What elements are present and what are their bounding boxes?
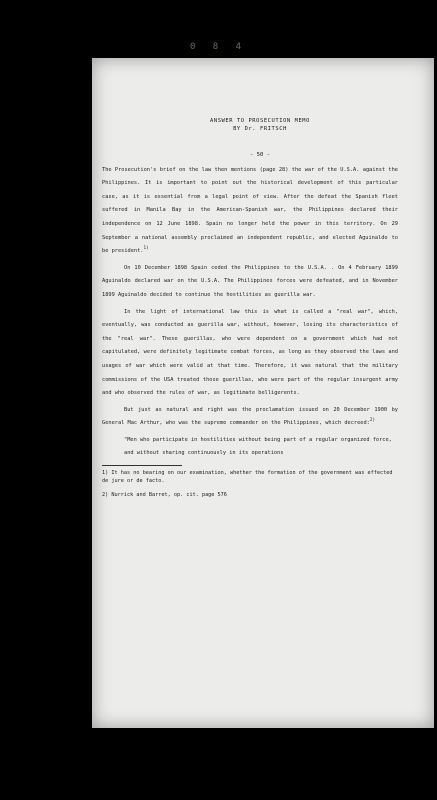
- paragraph-3: In the light of international law this is what is called a "real war", which, eventually, was conducted as guerilla war, without, however, losing its characteristics of the "real war". These guerillas, who were dependent on a government which had not capitulated, were definitely legitimate combat forces, as long as they observed the laws and usages of war which were valid at that time. Therefore, it was natural that the military commissions of the USA treated those guerillas, who were part of the regular insurgent army and who observed the rules of war, as legitimate belligerents.: [102, 308, 398, 397]
- paragraph-4: [102, 404, 398, 431]
- footnote-2: 2) Nurrick and Barret, op. cit. page 576: [102, 492, 227, 499]
- document-page: [102, 118, 398, 718]
- footnote-divider: [102, 465, 182, 466]
- heading-author: BY Dr. FRITSCH: [233, 125, 287, 132]
- footnote-1: 1) It has no bearing on our examination, whether the formation of the government was effected de jure or de facto.: [102, 470, 393, 485]
- document-heading: [102, 118, 398, 133]
- frame-number: 0 8 4: [189, 42, 248, 52]
- paragraph-2: On 10 December 1898 Spain ceded the Philippines to the U.S.A. . On 4 February 1899 Aguinaldo declared war on the U.S.A. The Philippines forces were defeated, and in November 1899 Aguinaldo decided to continue the hostilities as guerilla war.: [102, 264, 398, 298]
- footnote-mark-2: 2): [369, 418, 376, 424]
- footnote-mark-1: 1): [143, 246, 149, 252]
- page-number: - 50 -: [249, 152, 271, 158]
- paragraph-1-text: The Prosecution's brief on the law then mentions (page 28) the war of the U.S.A. against the Philippines. It is important to point out the historical development of this particular case, as it is essential from a legal point of view. After the defeat the Spanish fleet suffered in Manila Bay in the American-Spanish war, the Philippines declared their independence on 12 June 1898. Spain no longer held the power in this territory. On 29 September a national assembly proclaimed an independent republic, and elected Aguinaldo to be president.: [102, 166, 398, 255]
- heading-title: ANSWER TO PROSECUTION MEMO: [210, 118, 310, 124]
- quotation: "Men who participate in hostilities without being part of a regular organized force, and without sharing continuously in its operations: [124, 436, 392, 457]
- paragraph-4-text: But just as natural and right was the proclamation issued on 20 December 1900 by General Mac Arthur, who was the supreme commander on the Philippines, which decreed:: [102, 406, 398, 427]
- paragraph-1: [102, 164, 398, 259]
